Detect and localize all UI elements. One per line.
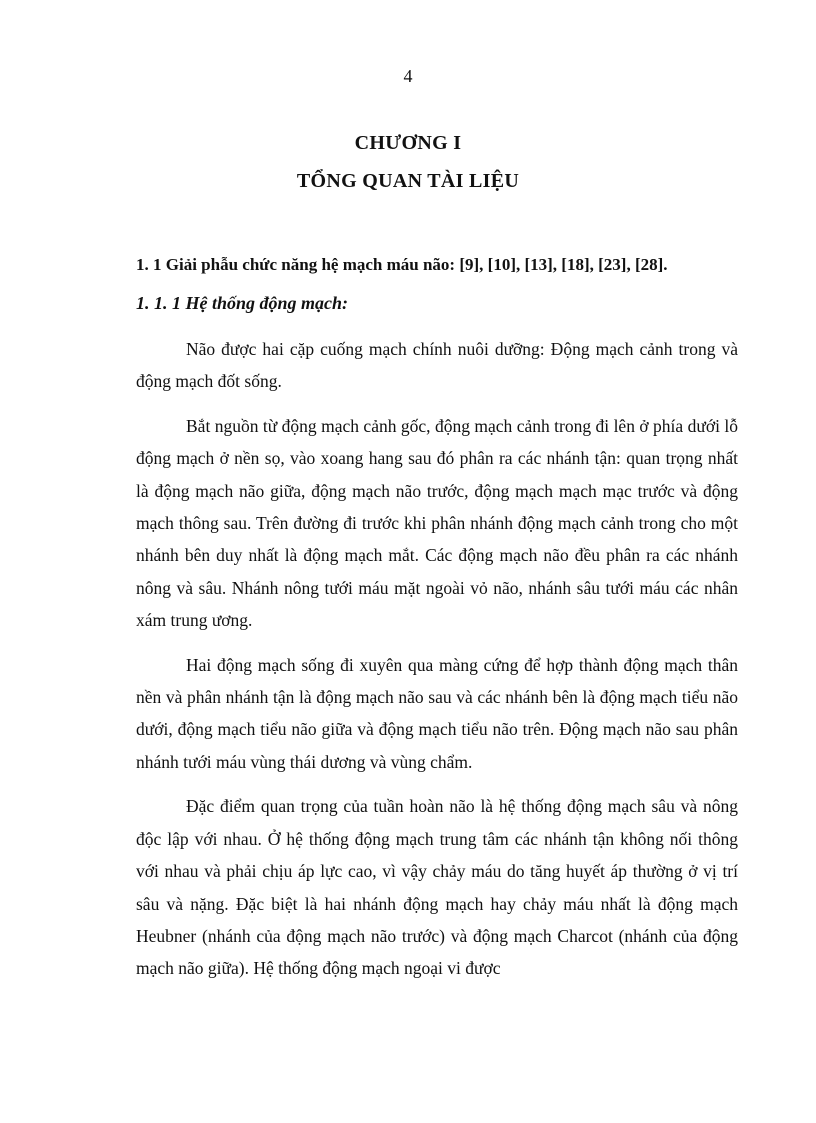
body-text (136, 333, 738, 997)
paragraph: Bắt nguồn từ động mạch cảnh gốc, động mạch cảnh trong đi lên ở phía dưới lỗ động mạch ở nền sọ, vào xoang hang sau đó phân ra các nhánh tận: quan trọng nhất là động mạch não giữa, động mạch não trước, động mạch mạch mạc trước và động mạch thông sau. Trên đường đi trước khi phân nhánh động mạch cảnh trong cho một nhánh bên duy nhất là động mạch mắt. Các động mạch não đều phân ra các nhánh nông và sâu. Nhánh nông tưới máu mặt ngoài vỏ não, nhánh sâu tưới máu các nhân xám trung ương. (136, 415, 738, 631)
chapter-subtitle: TỔNG QUAN TÀI LIỆU (296, 170, 520, 192)
section-heading: 1. 1 Giải phẫu chức năng hệ mạch máu não: [9], [10], [13], [18], [23], [28]. (136, 255, 668, 274)
chapter-title: CHƯƠNG I (354, 132, 462, 154)
subsection-heading: 1. 1. 1 Hệ thống động mạch: (136, 293, 349, 313)
paragraph: Đặc điểm quan trọng của tuần hoàn não là hệ thống động mạch sâu và nông độc lập với nhau. Ở hệ thống động mạch trung tâm các nhánh tận không nối thông với nhau và phải chịu áp lực cao, vì vậy chảy máu do tăng huyết áp thường ở vị trí sâu và nặng. Đặc biệt là hai nhánh động mạch hay chảy máu nhất là động mạch Heubner (nhánh của động mạch não trước) và động mạch Charcot (nhánh của động mạch não giữa). Hệ thống động mạch ngoại vi được (136, 796, 738, 979)
page-number: 4 (403, 66, 413, 86)
paragraph: Não được hai cặp cuống mạch chính nuôi dưỡng: Động mạch cảnh trong và động mạch đốt sống. (136, 339, 738, 392)
paragraph: Hai động mạch sống đi xuyên qua màng cứng để hợp thành động mạch thân nền và phân nhánh tận là động mạch não sau và các nhánh bên là động mạch tiểu não dưới, động mạch tiểu não giữa và động mạch tiểu não trên. Động mạch não sau phân nhánh tưới máu vùng thái dương và vùng chẩm. (136, 654, 738, 772)
